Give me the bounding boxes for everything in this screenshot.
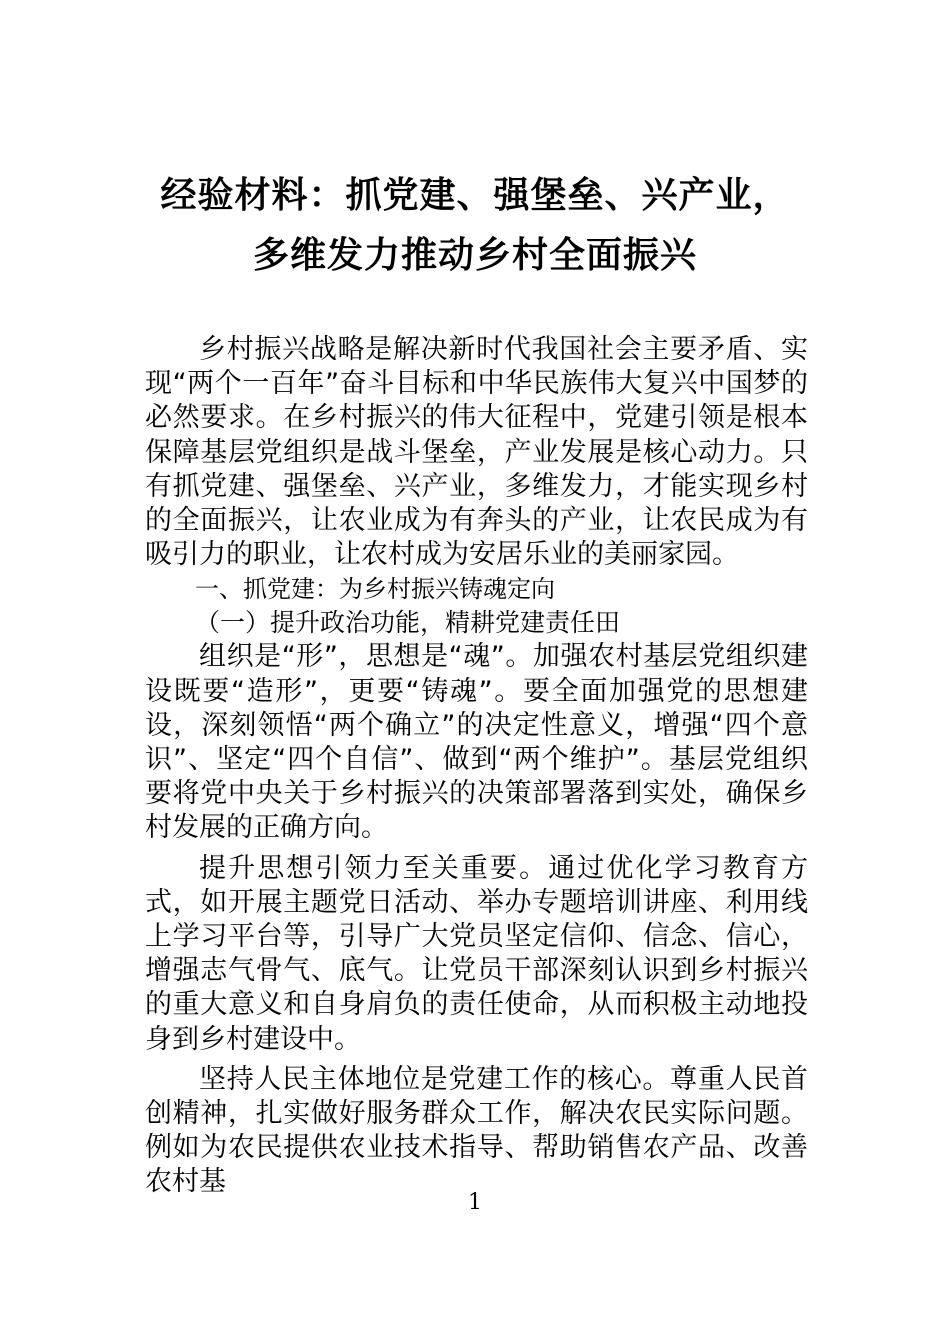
page-number: 1 <box>468 1190 482 1215</box>
body-paragraph: 组织是“形”，思想是“魂”。加强农村基层党组织建设既要“造形”，更要“铸魂”。要全面加强党的思想建设，深刻领悟“两个确立”的决定性意义，增强“四个意识”、坚定“四个自信”、做到“两个维护”。基层党组织要将党中央关于乡村振兴的决策部署落到实处，确保乡村发展的正确方向。 <box>145 641 808 844</box>
intro-paragraph: 乡村振兴战略是解决新时代我国社会主要矛盾、实现“两个一百年”奋斗目标和中华民族伟大复兴中国梦的必然要求。在乡村振兴的伟大征程中，党建引领是根本保障基层党组织是战斗堡垒，产业发展是核心动力。只有抓党建、强堡垒、兴产业，多维发力，才能实现乡村的全面振兴，让农业成为有奔头的产业，让农民成为有吸引力的职业，让农村成为安居乐业的美丽家园。 <box>145 334 808 571</box>
subsection-heading: （一）提升政治功能，精耕党建责任田 <box>195 608 621 638</box>
document-body <box>145 333 808 1200</box>
document-title: 经验材料：抓党建、强堡垒、兴产业，多维发力推动乡村全面振兴 <box>160 175 790 276</box>
body-paragraph: 提升思想引领力至关重要。通过优化学习教育方式，如开展主题党日活动、举办专题培训讲座、利用线上学习平台等，引导广大党员坚定信仰、信念、信心，增强志气骨气、底气。让党员干部深刻认识到乡村振兴的重大意义和自身肩负的责任使命，从而积极主动地投身到乡村建设中。 <box>145 852 808 1055</box>
section-heading: 一、抓党建：为乡村振兴铸魂定向 <box>195 575 555 604</box>
body-paragraph: 坚持人民主体地位是党建工作的核心。尊重人民首创精神，扎实做好服务群众工作，解决农民实际问题。例如为农民提供农业技术指导、帮助销售农产品、改善农村基 <box>145 1063 808 1198</box>
